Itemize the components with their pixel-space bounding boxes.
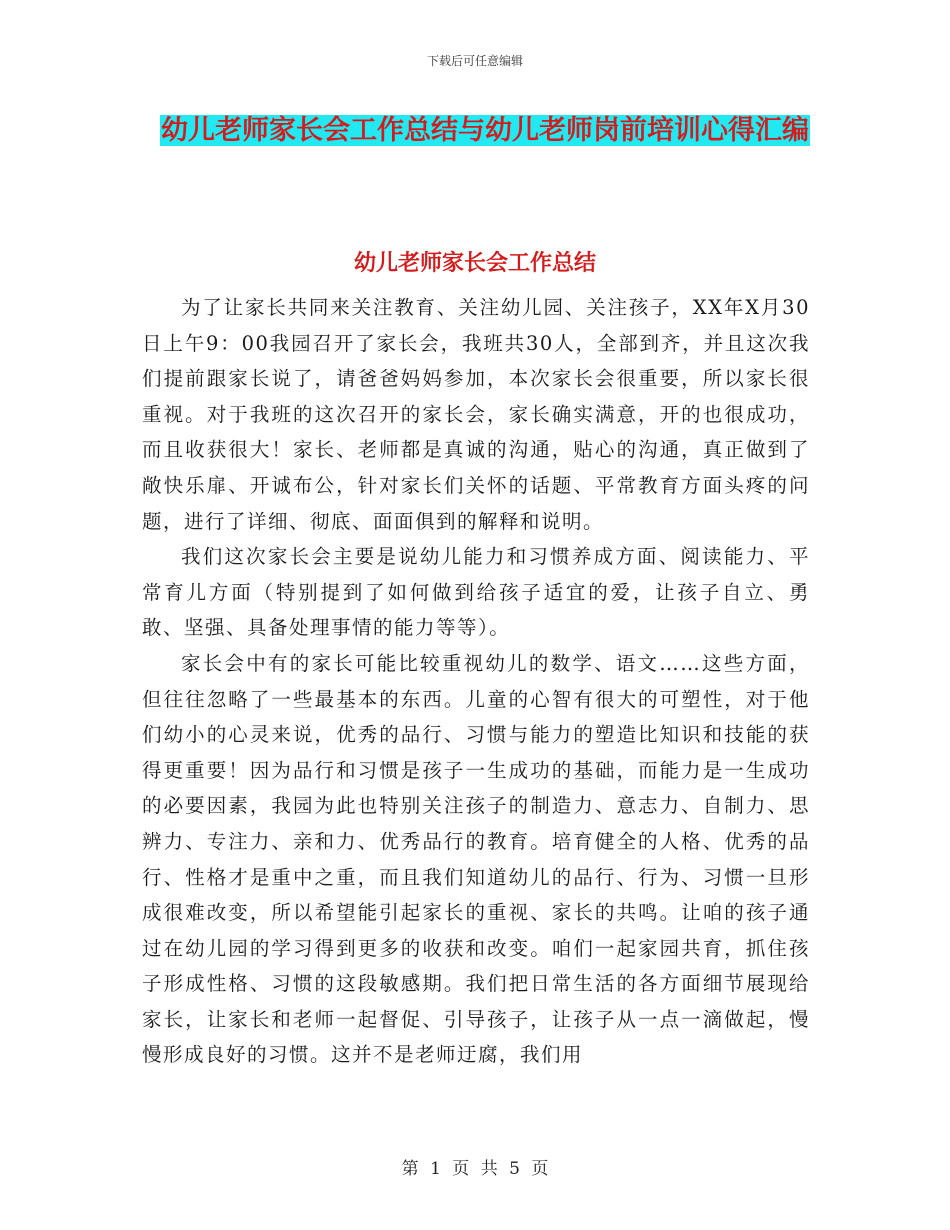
document-title-text: 幼儿老师家长会工作总结与幼儿老师岗前培训心得汇编 bbox=[161, 115, 809, 146]
section-title: 幼儿老师家长会工作总结 bbox=[353, 251, 596, 276]
document-body bbox=[142, 290, 810, 1073]
page-footer: 第 1 页 共 5 页 bbox=[401, 1159, 549, 1179]
document-title bbox=[150, 108, 820, 154]
paragraph-1: 为了让家长共同来关注教育、关注幼儿园、关注孩子，XX年X月30日上午9：00我园召开了家长会，我班共30人，全部到齐，并且这次我们提前跟家长说了，请爸爸妈妈参加，本次家长会很重要，所以家长很重视。对于我班的这次召开的家长会，家长确实满意，开的也很成功，而且收获很大！家长、老师都是真诚的沟通，贴心的沟通，真正做到了敞快乐扉、开诚布公，针对家长们关怀的话题、平常教育方面头疼的问题，进行了详细、彻底、面面俱到的解释和说明。 bbox=[142, 296, 810, 533]
page-header-note: 下载后可任意编辑 bbox=[426, 54, 523, 68]
paragraph-3: 家长会中有的家长可能比较重视幼儿的数学、语文……这些方面，但往往忽略了一些最基本的东西。儿童的心智有很大的可塑性，对于他们幼小的心灵来说，优秀的品行、习惯与能力的塑造比知识和技能的获得更重要！因为品行和习惯是孩子一生成功的基础，而能力是一生成功的必要因素，我园为此也特别关注孩子的制造力、意志力、自制力、思辨力、专注力、亲和力、优秀品行的教育。培育健全的人格、优秀的品行、性格才是重中之重，而且我们知道幼儿的品行、行为、习惯一旦形成很难改变，所以希望能引起家长的重视、家长的共鸣。让咱的孩子通过在幼儿园的学习得到更多的收获和改变。咱们一起家园共育，抓住孩子形成性格、习惯的这段敏感期。我们把日常生活的各方面细节展现给家长，让家长和老师一起督促、引导孩子，让孩子从一点一滴做起，慢慢形成良好的习惯。这并不是老师迂腐，我们用 bbox=[142, 651, 810, 1067]
paragraph-2: 我们这次家长会主要是说幼儿能力和习惯养成方面、阅读能力、平常育儿方面（特别提到了如何做到给孩子适宜的爱，让孩子自立、勇敢、坚强、具备处理事情的能力等等）。 bbox=[142, 545, 810, 640]
